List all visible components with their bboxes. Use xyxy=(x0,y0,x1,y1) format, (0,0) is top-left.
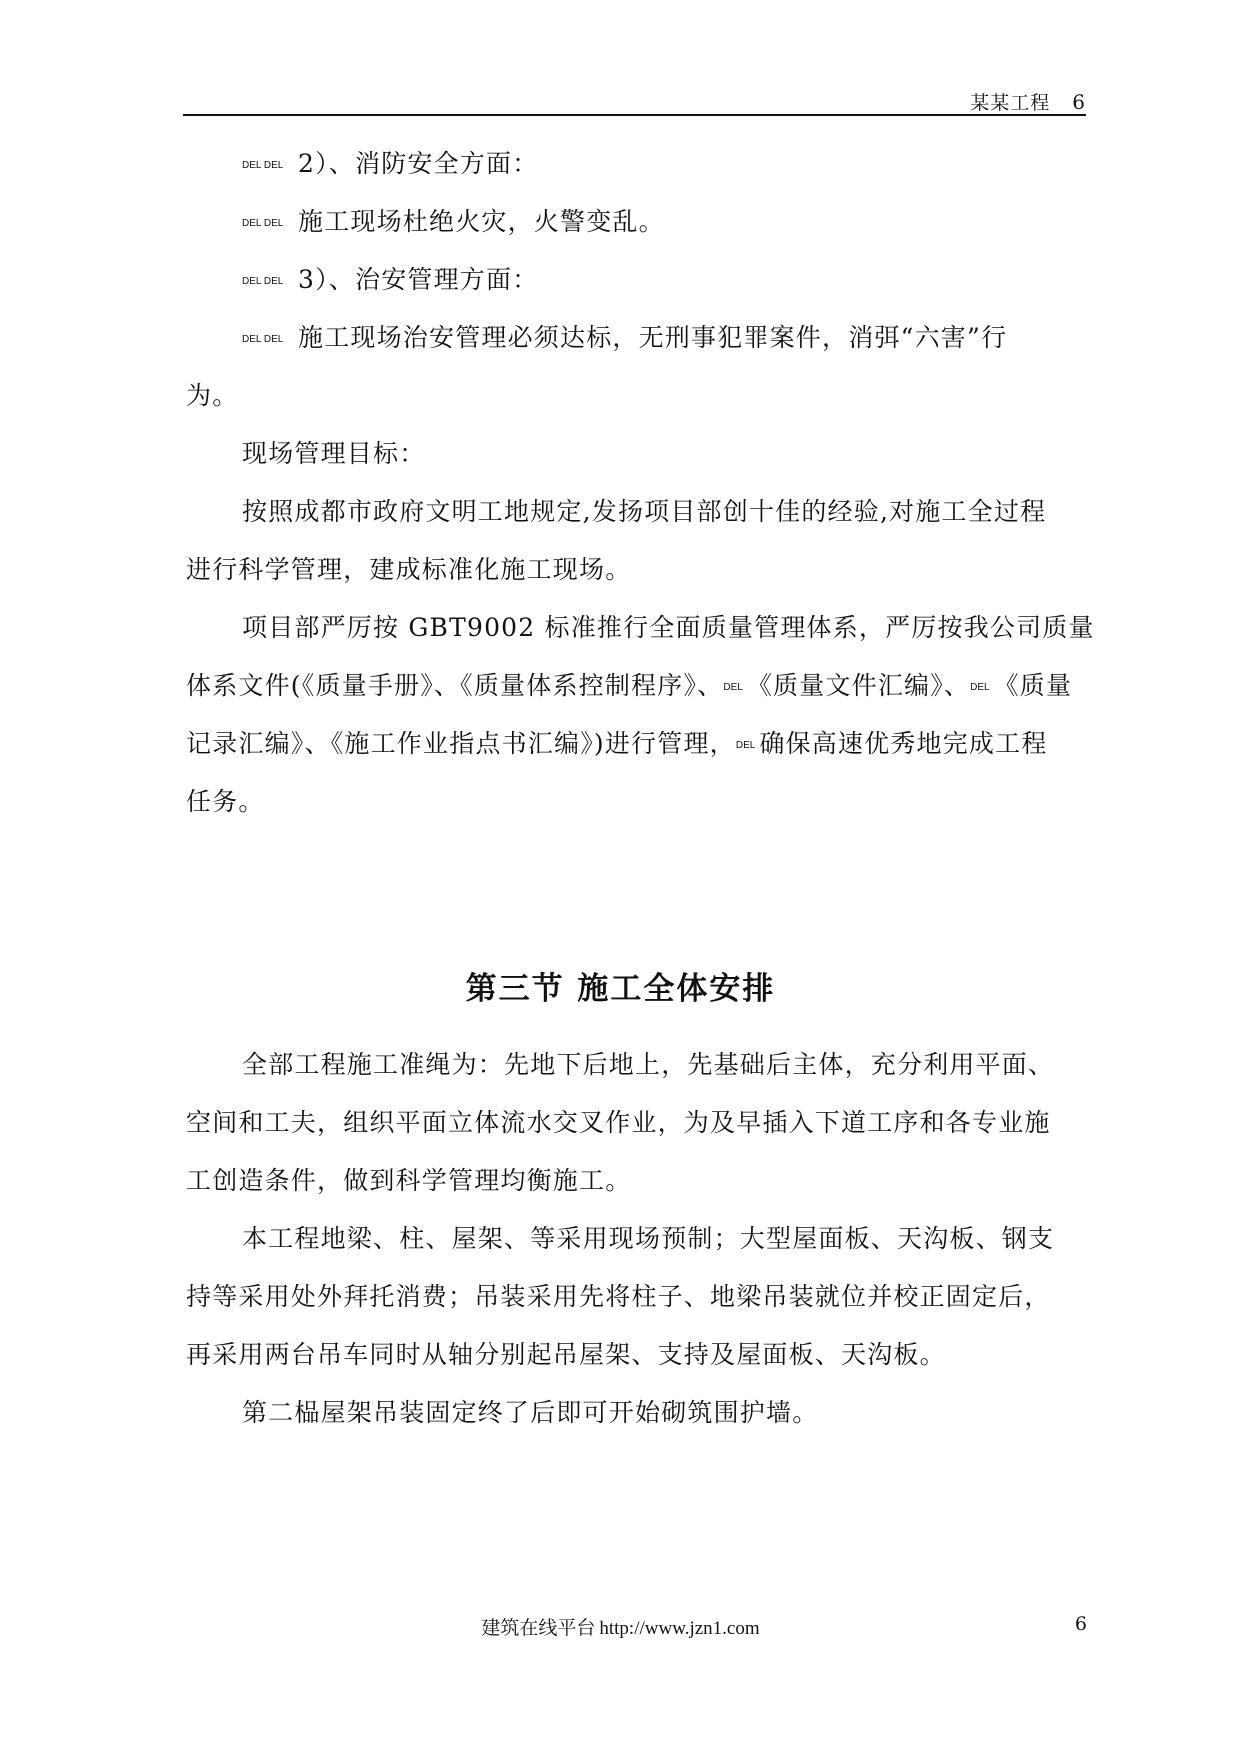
del-marker: DEL DEL xyxy=(242,333,284,345)
paragraph-quality-line3 xyxy=(186,726,1086,764)
paragraph-quality-line1 xyxy=(186,610,1142,646)
paragraph-text: 体系文件(《质量手册》、《质量体系控制程序》、 xyxy=(186,671,724,700)
paragraph-text: 全部工程施工准绳为：先地下后地上，先基础后主体，充分利用平面、 xyxy=(242,1050,1055,1079)
paragraph-security-body-cont xyxy=(186,378,1086,414)
page-footer xyxy=(0,1613,1241,1640)
paragraph-text: 任务。 xyxy=(186,787,265,816)
paragraph-fire-safety-body xyxy=(186,204,1086,242)
paragraph-prefab-line2 xyxy=(186,1279,1086,1315)
paragraph-quality-line2 xyxy=(186,668,1086,706)
footer-platform: 建筑在线平台 xyxy=(481,1617,596,1639)
paragraph-security-heading xyxy=(186,262,1086,300)
paragraph-security-body xyxy=(186,320,1086,358)
header-text xyxy=(970,88,1086,115)
paragraph-text: 确保高速优秀地完成工程 xyxy=(759,729,1048,758)
paragraph-text: 《质量文件汇编》、 xyxy=(746,671,971,700)
paragraph-text: 再采用两台吊车同时从轴分别起吊屋架、支持及屋面板、天沟板。 xyxy=(186,1340,946,1369)
header-title: 某某工程 xyxy=(970,92,1051,114)
footer-url-link[interactable]: http://www.jzn1.com xyxy=(599,1618,760,1639)
paragraph-prefab-line3 xyxy=(186,1337,1086,1373)
header-rule xyxy=(183,114,1086,116)
paragraph-fire-safety-heading xyxy=(186,146,1086,184)
paragraph-text: 按照成都市政府文明工地规定,发扬项目部创十佳的经验,对施工全过程 xyxy=(242,497,1047,526)
del-marker: DEL xyxy=(735,739,756,751)
paragraph-text: 持等采用处外拜托消费；吊装采用先将柱子、地梁吊装就位并校正固定后， xyxy=(186,1282,1051,1311)
paragraph-text: 进行科学管理，建成标准化施工现场。 xyxy=(186,555,632,584)
paragraph-text: 《质量 xyxy=(993,671,1073,700)
del-marker: DEL DEL xyxy=(242,275,284,287)
page-header xyxy=(183,82,1086,112)
paragraph-prefab-line1 xyxy=(186,1221,1142,1257)
header-page-number: 6 xyxy=(1072,90,1086,114)
paragraph-text: 2）、消防安全方面： xyxy=(298,149,539,178)
paragraph-text: 施工现场治安管理必须达标，无刑事犯罪案件，消弭“六害”行 xyxy=(298,323,1008,352)
paragraph-quality-line4 xyxy=(186,784,1086,820)
paragraph-text: 工创造条件，做到科学管理均衡施工。 xyxy=(186,1166,632,1195)
paragraph-text: 施工现场杜绝火灾，火警变乱。 xyxy=(298,207,665,236)
paragraph-site-goal-line2 xyxy=(186,552,1086,588)
footer-page-number: 6 xyxy=(1074,1613,1087,1635)
paragraph-text: 项目部严厉按 GBT9002 标准推行全面质量管理体系，严厉按我公司质量 xyxy=(242,613,1095,642)
del-marker: DEL xyxy=(723,681,743,693)
paragraph-text: 为。 xyxy=(186,381,239,410)
paragraph-principle-line2 xyxy=(186,1105,1086,1141)
section-title: 第三节 施工全体安排 xyxy=(465,971,776,1007)
del-marker: DEL DEL xyxy=(242,159,284,171)
del-marker: DEL DEL xyxy=(242,217,284,229)
paragraph-text: 记录汇编》、《施工作业指点书汇编》)进行管理， xyxy=(186,729,736,758)
paragraph-text: 空间和工夫，组织平面立体流水交叉作业，为及早插入下道工序和各专业施 xyxy=(186,1108,1051,1137)
paragraph-wall xyxy=(186,1395,1142,1431)
paragraph-principle-line3 xyxy=(186,1163,1086,1199)
paragraph-site-goal-line1 xyxy=(186,494,1142,530)
paragraph-site-goal-heading xyxy=(186,436,1142,472)
paragraph-text: 第二榀屋架吊装固定终了后即可开始砌筑围护墙。 xyxy=(242,1398,819,1427)
paragraph-text: 3）、治安管理方面： xyxy=(298,265,539,294)
del-marker: DEL xyxy=(970,681,990,693)
paragraph-principle-line1 xyxy=(186,1047,1142,1083)
paragraph-text: 现场管理目标： xyxy=(242,439,426,468)
paragraph-text: 本工程地梁、柱、屋架、等采用现场预制；大型屋面板、天沟板、钢支 xyxy=(242,1224,1055,1253)
